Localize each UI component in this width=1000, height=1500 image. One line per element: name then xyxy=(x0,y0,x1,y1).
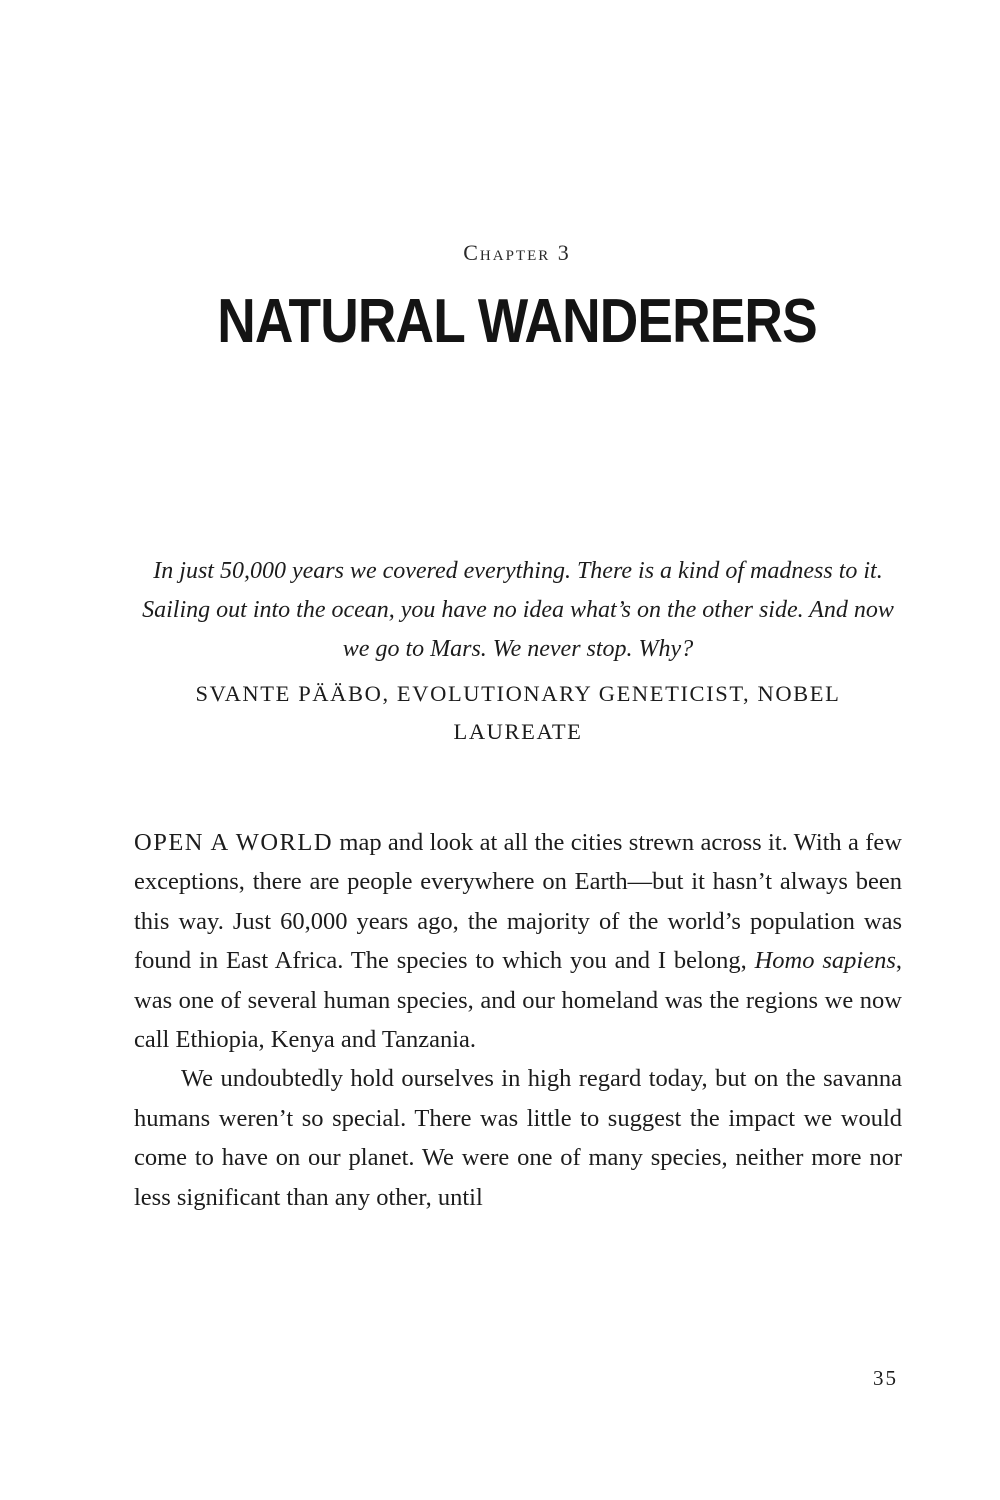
epigraph xyxy=(130,552,906,751)
lead-in-caps: OPEN A WORLD xyxy=(134,829,334,856)
paragraph-1-text-b: , was one of several human species, and our homeland was the regions we now call Ethiopia, Kenya and Tanzania. xyxy=(134,947,902,1054)
species-name-italic: Homo sapiens xyxy=(754,947,896,975)
epigraph-quote: In just 50,000 years we covered everything. There is a kind of madness to it. Sailing out into the ocean, you have no idea what’s on the other side. And now we go to Mars. We never stop. Why? xyxy=(142,558,894,662)
paragraph-1-text-a: map and look at all the cities strewn across it. With a few exceptions, there are people everywhere on Earth—but it hasn’t always been this way. Just 60,000 years ago, the majority of the world’s population was found in East Africa. The species to which you and I belong, xyxy=(134,829,902,975)
epigraph-attribution: SVANTE PÄÄBO, EVOLUTIONARY GENETICIST, NOBEL LAUREATE xyxy=(195,681,841,744)
chapter-label: Chapter 3 xyxy=(463,240,571,265)
paragraph-2: We undoubtedly hold ourselves in high regard today, but on the savanna humans weren’t so special. There was little to suggest the impact we would come to have on our planet. We were one of many species, neither more nor less significant than any other, until xyxy=(134,1065,902,1211)
chapter-title: NATURAL WANDERERS xyxy=(217,287,817,356)
paragraph-1 xyxy=(134,823,902,1059)
body-text xyxy=(134,823,902,1217)
page-number: 35 xyxy=(873,1366,898,1390)
